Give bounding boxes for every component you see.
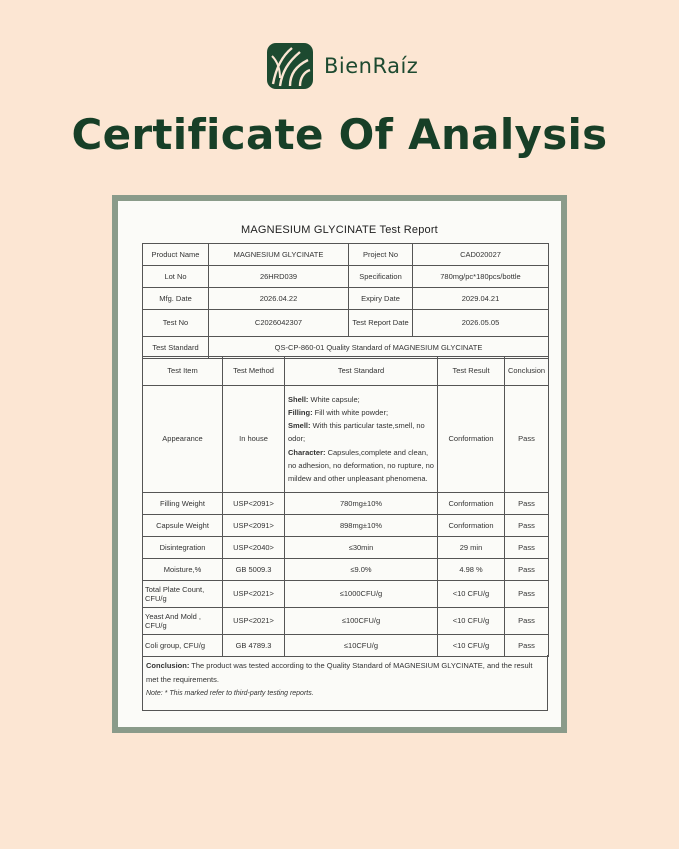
row-conclusion: Pass xyxy=(505,493,549,515)
col-test-standard: Test Standard xyxy=(285,357,438,386)
row-standard: ≤1000CFU/g xyxy=(285,581,438,608)
expiry-date-value: 2029.04.21 xyxy=(413,288,549,310)
report-title: MAGNESIUM GLYCINATE Test Report xyxy=(241,224,438,236)
row-method: GB 5009.3 xyxy=(223,559,285,581)
row-conclusion: Pass xyxy=(505,635,549,657)
row-item: Total Plate Count, CFU/g xyxy=(143,581,223,608)
row-result: 29 min xyxy=(438,537,505,559)
appearance-item: Appearance xyxy=(143,386,223,493)
col-test-item: Test Item xyxy=(143,357,223,386)
expiry-date-label: Expiry Date xyxy=(349,288,413,310)
row-item: Coli group, CFU/g xyxy=(143,635,223,657)
conclusion-label: Conclusion: xyxy=(146,661,190,670)
row-standard: ≤30min xyxy=(285,537,438,559)
lot-no-value: 26HRD039 xyxy=(209,266,349,288)
test-no-value: C2026042307 xyxy=(209,310,349,337)
project-no-value: CAD020027 xyxy=(413,244,549,266)
leaf-logo-icon xyxy=(266,42,314,90)
row-standard: ≤9.0% xyxy=(285,559,438,581)
test-no-label: Test No xyxy=(143,310,209,337)
shell-label: Shell: xyxy=(288,395,309,405)
conclusion-text: The product was tested according to the Quality Standard of MAGNESIUM GLYCINATE, and the result met the requirements. xyxy=(146,661,533,685)
appearance-standard xyxy=(285,386,438,493)
filling-text: Fill with white powder; xyxy=(312,408,389,418)
row-method: USP<2040> xyxy=(223,537,285,559)
product-name-value: MAGNESIUM GLYCINATE xyxy=(209,244,349,266)
mfg-date-value: 2026.04.22 xyxy=(209,288,349,310)
row-standard: 898mg±10% xyxy=(285,515,438,537)
row-result: 4.98 % xyxy=(438,559,505,581)
row-conclusion: Pass xyxy=(505,608,549,635)
row-method: GB 4789.3 xyxy=(223,635,285,657)
row-method: USP<2021> xyxy=(223,581,285,608)
brand-name: BienRaíz xyxy=(324,54,419,78)
product-info-table xyxy=(142,243,549,359)
note-text: Note: * This marked refer to third-party testing reports. xyxy=(146,689,314,697)
project-no-label: Project No xyxy=(349,244,413,266)
report-paper xyxy=(118,201,561,727)
shell-text: White capsule; xyxy=(308,395,360,405)
row-result: Conformation xyxy=(438,493,505,515)
appearance-method: In house xyxy=(223,386,285,493)
row-result: Conformation xyxy=(438,515,505,537)
row-method: USP<2091> xyxy=(223,515,285,537)
row-item: Moisture,% xyxy=(143,559,223,581)
row-method: USP<2091> xyxy=(223,493,285,515)
character-label: Character: xyxy=(288,447,326,457)
page-title: Certificate Of Analysis xyxy=(71,110,608,159)
lot-no-label: Lot No xyxy=(143,266,209,288)
specification-value: 780mg/pc*180pcs/bottle xyxy=(413,266,549,288)
row-standard: ≤10CFU/g xyxy=(285,635,438,657)
row-item: Yeast And Mold , CFU/g xyxy=(143,608,223,635)
row-conclusion: Pass xyxy=(505,537,549,559)
test-report-date-value: 2026.05.05 xyxy=(413,310,549,337)
row-item: Capsule Weight xyxy=(143,515,223,537)
specification-label: Specification xyxy=(349,266,413,288)
row-result: <10 CFU/g xyxy=(438,581,505,608)
smell-label: Smell: xyxy=(288,421,311,431)
row-standard: ≤100CFU/g xyxy=(285,608,438,635)
col-conclusion: Conclusion xyxy=(505,357,549,386)
row-result: <10 CFU/g xyxy=(438,608,505,635)
col-test-result: Test Result xyxy=(438,357,505,386)
appearance-conclusion: Pass xyxy=(505,386,549,493)
row-result: <10 CFU/g xyxy=(438,635,505,657)
col-test-method: Test Method xyxy=(223,357,285,386)
smell-text: With this particular taste,smell, no odor; xyxy=(288,421,425,444)
row-conclusion: Pass xyxy=(505,581,549,608)
certificate-frame xyxy=(112,195,567,733)
row-conclusion: Pass xyxy=(505,515,549,537)
mfg-date-label: Mfg. Date xyxy=(143,288,209,310)
row-conclusion: Pass xyxy=(505,559,549,581)
appearance-result: Conformation xyxy=(438,386,505,493)
test-standard-label: Test Standard xyxy=(143,337,209,359)
conclusion-box xyxy=(142,655,548,711)
brand xyxy=(266,42,418,90)
character-text: Capsules,complete and clean, no adhesion, no deformation, no rupture, no mildew and other unpleasant phenomena. xyxy=(288,447,434,483)
test-report-date-label: Test Report Date xyxy=(349,310,413,337)
product-name-label: Product Name xyxy=(143,244,209,266)
row-item: Filling Weight xyxy=(143,493,223,515)
test-results-table xyxy=(142,356,549,657)
filling-label: Filling: xyxy=(288,408,313,418)
row-item: Disintegration xyxy=(143,537,223,559)
test-standard-value: QS-CP-860-01 Quality Standard of MAGNESIUM GLYCINATE xyxy=(209,337,549,359)
row-method: USP<2021> xyxy=(223,608,285,635)
row-standard: 780mg±10% xyxy=(285,493,438,515)
